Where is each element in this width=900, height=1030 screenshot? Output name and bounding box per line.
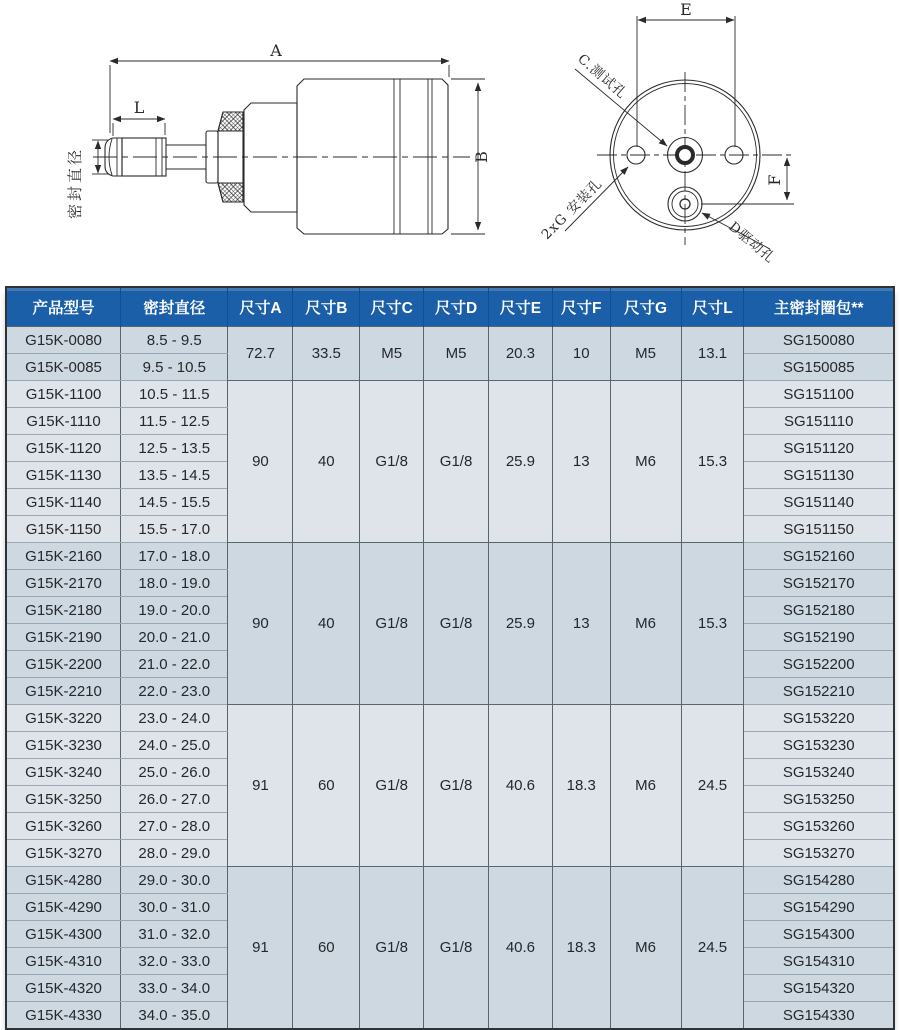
table-cell: SG151150 — [744, 516, 894, 543]
table-cell: SG153260 — [744, 813, 894, 840]
drawing-svg — [0, 0, 900, 284]
table-cell: G15K-0085 — [6, 354, 121, 381]
table-cell: G15K-4310 — [6, 948, 121, 975]
table-cell: SG151100 — [744, 381, 894, 408]
table-cell: G15K-2210 — [6, 678, 121, 705]
table-cell: M6 — [610, 705, 681, 867]
table-cell: 40.6 — [488, 705, 552, 867]
table-cell: 19.0 - 20.0 — [121, 597, 228, 624]
table-cell: G15K-1120 — [6, 435, 121, 462]
table-cell: M5 — [424, 327, 489, 381]
table-cell: SG154300 — [744, 921, 894, 948]
col-header-dim-b: 尺寸B — [293, 287, 360, 327]
col-header-dim-a: 尺寸A — [228, 287, 293, 327]
table-cell: M6 — [610, 543, 681, 705]
table-cell: G15K-1110 — [6, 408, 121, 435]
table-cell: 40.6 — [488, 867, 552, 1030]
table-cell: G1/8 — [424, 543, 489, 705]
table-cell: SG153230 — [744, 732, 894, 759]
table-cell: G15K-2200 — [6, 651, 121, 678]
table-cell: 12.5 - 13.5 — [121, 435, 228, 462]
technical-drawing-area — [0, 0, 900, 284]
table-cell: SG153220 — [744, 705, 894, 732]
drive-hole-label: D驱动孔 — [725, 218, 779, 267]
table-cell: SG152210 — [744, 678, 894, 705]
table-cell: M6 — [610, 381, 681, 543]
table-cell: G15K-1150 — [6, 516, 121, 543]
table-cell: 23.0 - 24.0 — [121, 705, 228, 732]
table-cell: G15K-3260 — [6, 813, 121, 840]
table-cell: M5 — [610, 327, 681, 381]
table-cell: 20.3 — [488, 327, 552, 381]
table-cell: 90 — [228, 543, 293, 705]
table-cell: SG151140 — [744, 489, 894, 516]
table-cell: G15K-3240 — [6, 759, 121, 786]
table-cell: 90 — [228, 381, 293, 543]
table-cell: SG151120 — [744, 435, 894, 462]
table-cell: G15K-2180 — [6, 597, 121, 624]
table-cell: 13 — [552, 381, 610, 543]
table-cell: SG154330 — [744, 1002, 894, 1030]
table-cell: SG151130 — [744, 462, 894, 489]
table-cell: G15K-4330 — [6, 1002, 121, 1030]
table-cell: 11.5 - 12.5 — [121, 408, 228, 435]
table-cell: 21.0 - 22.0 — [121, 651, 228, 678]
table-cell: 29.0 - 30.0 — [121, 867, 228, 894]
table-cell: SG154310 — [744, 948, 894, 975]
table-cell: 15.5 - 17.0 — [121, 516, 228, 543]
mounting-holes-label: 2xG 安装孔 — [538, 175, 606, 243]
table-cell: G15K-4290 — [6, 894, 121, 921]
table-cell: 14.5 - 15.5 — [121, 489, 228, 516]
table-cell: SG150085 — [744, 354, 894, 381]
table-cell: 18.3 — [552, 867, 610, 1030]
test-port-hole — [677, 147, 693, 163]
table-cell: 9.5 - 10.5 — [121, 354, 228, 381]
table-cell: 34.0 - 35.0 — [121, 1002, 228, 1030]
table-cell: 18.3 — [552, 705, 610, 867]
table-cell: G15K-2160 — [6, 543, 121, 570]
table-cell: G15K-3250 — [6, 786, 121, 813]
table-cell: 31.0 - 32.0 — [121, 921, 228, 948]
table-body — [6, 327, 894, 1030]
table-cell: 25.0 - 26.0 — [121, 759, 228, 786]
table-cell: SG150080 — [744, 327, 894, 354]
col-header-dim-f: 尺寸F — [552, 287, 610, 327]
table-cell: SG154280 — [744, 867, 894, 894]
table-cell: 24.0 - 25.0 — [121, 732, 228, 759]
table-cell: 32.0 - 33.0 — [121, 948, 228, 975]
table-cell: 91 — [228, 867, 293, 1030]
table-cell: 20.0 - 21.0 — [121, 624, 228, 651]
table-cell: 25.9 — [488, 381, 552, 543]
dim-l-label: L — [133, 98, 145, 117]
table-cell: 13.1 — [681, 327, 744, 381]
col-header-dim-d: 尺寸D — [424, 287, 489, 327]
table-cell: G1/8 — [360, 867, 424, 1030]
table-cell: SG152200 — [744, 651, 894, 678]
table-cell: G15K-4300 — [6, 921, 121, 948]
table-cell: SG152190 — [744, 624, 894, 651]
table-cell: G1/8 — [360, 705, 424, 867]
table-cell: G1/8 — [360, 381, 424, 543]
table-cell: G1/8 — [424, 381, 489, 543]
table-cell: G1/8 — [424, 705, 489, 867]
dim-e-label: E — [680, 0, 692, 19]
table-row — [6, 381, 894, 408]
table-cell: 25.9 — [488, 543, 552, 705]
table-cell: 60 — [293, 867, 360, 1030]
spec-table-container — [5, 286, 895, 1030]
table-cell: G15K-0080 — [6, 327, 121, 354]
table-row — [6, 327, 894, 354]
table-cell: 15.3 — [681, 381, 744, 543]
col-header-dim-e: 尺寸E — [488, 287, 552, 327]
table-row — [6, 867, 894, 894]
table-cell: SG154320 — [744, 975, 894, 1002]
col-header-dim-g: 尺寸G — [610, 287, 681, 327]
table-cell: SG153240 — [744, 759, 894, 786]
table-row — [6, 543, 894, 570]
table-cell: 91 — [228, 705, 293, 867]
col-header-model: 产品型号 — [6, 287, 121, 327]
col-header-seal-diameter: 密封直径 — [121, 287, 228, 327]
table-cell: G1/8 — [424, 867, 489, 1030]
table-cell: 8.5 - 9.5 — [121, 327, 228, 354]
table-cell: 10.5 - 11.5 — [121, 381, 228, 408]
table-header-row — [6, 287, 894, 327]
table-cell: 18.0 - 19.0 — [121, 570, 228, 597]
table-cell: 10 — [552, 327, 610, 381]
col-header-dim-c: 尺寸C — [360, 287, 424, 327]
table-cell: 15.3 — [681, 543, 744, 705]
col-header-dim-l: 尺寸L — [681, 287, 744, 327]
table-cell: 40 — [293, 543, 360, 705]
dim-b-label: B — [472, 151, 491, 163]
end-view-drawing — [565, 16, 794, 249]
table-cell: SG152160 — [744, 543, 894, 570]
table-cell: 72.7 — [228, 327, 293, 381]
table-cell: SG152170 — [744, 570, 894, 597]
table-cell: 13.5 - 14.5 — [121, 462, 228, 489]
table-cell: G15K-1100 — [6, 381, 121, 408]
table-cell: 28.0 - 29.0 — [121, 840, 228, 867]
col-header-seal-kit: 主密封圈包** — [744, 287, 894, 327]
table-cell: 17.0 - 18.0 — [121, 543, 228, 570]
table-cell: G15K-4280 — [6, 867, 121, 894]
table-cell: M5 — [360, 327, 424, 381]
table-cell: M6 — [610, 867, 681, 1030]
side-view-drawing — [92, 61, 485, 234]
test-port-label: C.测试孔 — [574, 50, 630, 103]
table-row — [6, 705, 894, 732]
table-cell: G15K-3270 — [6, 840, 121, 867]
table-cell: 60 — [293, 705, 360, 867]
table-cell: 22.0 - 23.0 — [121, 678, 228, 705]
table-cell: G15K-1140 — [6, 489, 121, 516]
table-cell: G15K-4320 — [6, 975, 121, 1002]
table-cell: G15K-2170 — [6, 570, 121, 597]
table-cell: 13 — [552, 543, 610, 705]
seal-diameter-label: 密封直径 — [66, 146, 84, 220]
table-cell: G1/8 — [360, 543, 424, 705]
table-cell: SG154290 — [744, 894, 894, 921]
dim-f-label: F — [765, 174, 784, 186]
table-cell: G15K-1130 — [6, 462, 121, 489]
table-cell: G15K-2190 — [6, 624, 121, 651]
table-cell: SG151110 — [744, 408, 894, 435]
table-cell: SG153270 — [744, 840, 894, 867]
table-cell: SG152180 — [744, 597, 894, 624]
table-cell: SG153250 — [744, 786, 894, 813]
table-cell: 26.0 - 27.0 — [121, 786, 228, 813]
table-cell: 40 — [293, 381, 360, 543]
table-cell: 27.0 - 28.0 — [121, 813, 228, 840]
table-cell: 30.0 - 31.0 — [121, 894, 228, 921]
table-cell: 33.5 — [293, 327, 360, 381]
table-cell: 24.5 — [681, 705, 744, 867]
table-cell: 33.0 - 34.0 — [121, 975, 228, 1002]
test-port-leader — [575, 69, 667, 146]
table-cell: 24.5 — [681, 867, 744, 1030]
spec-table — [5, 286, 895, 1030]
table-cell: G15K-3220 — [6, 705, 121, 732]
dim-a-label: A — [270, 41, 282, 60]
table-cell: G15K-3230 — [6, 732, 121, 759]
